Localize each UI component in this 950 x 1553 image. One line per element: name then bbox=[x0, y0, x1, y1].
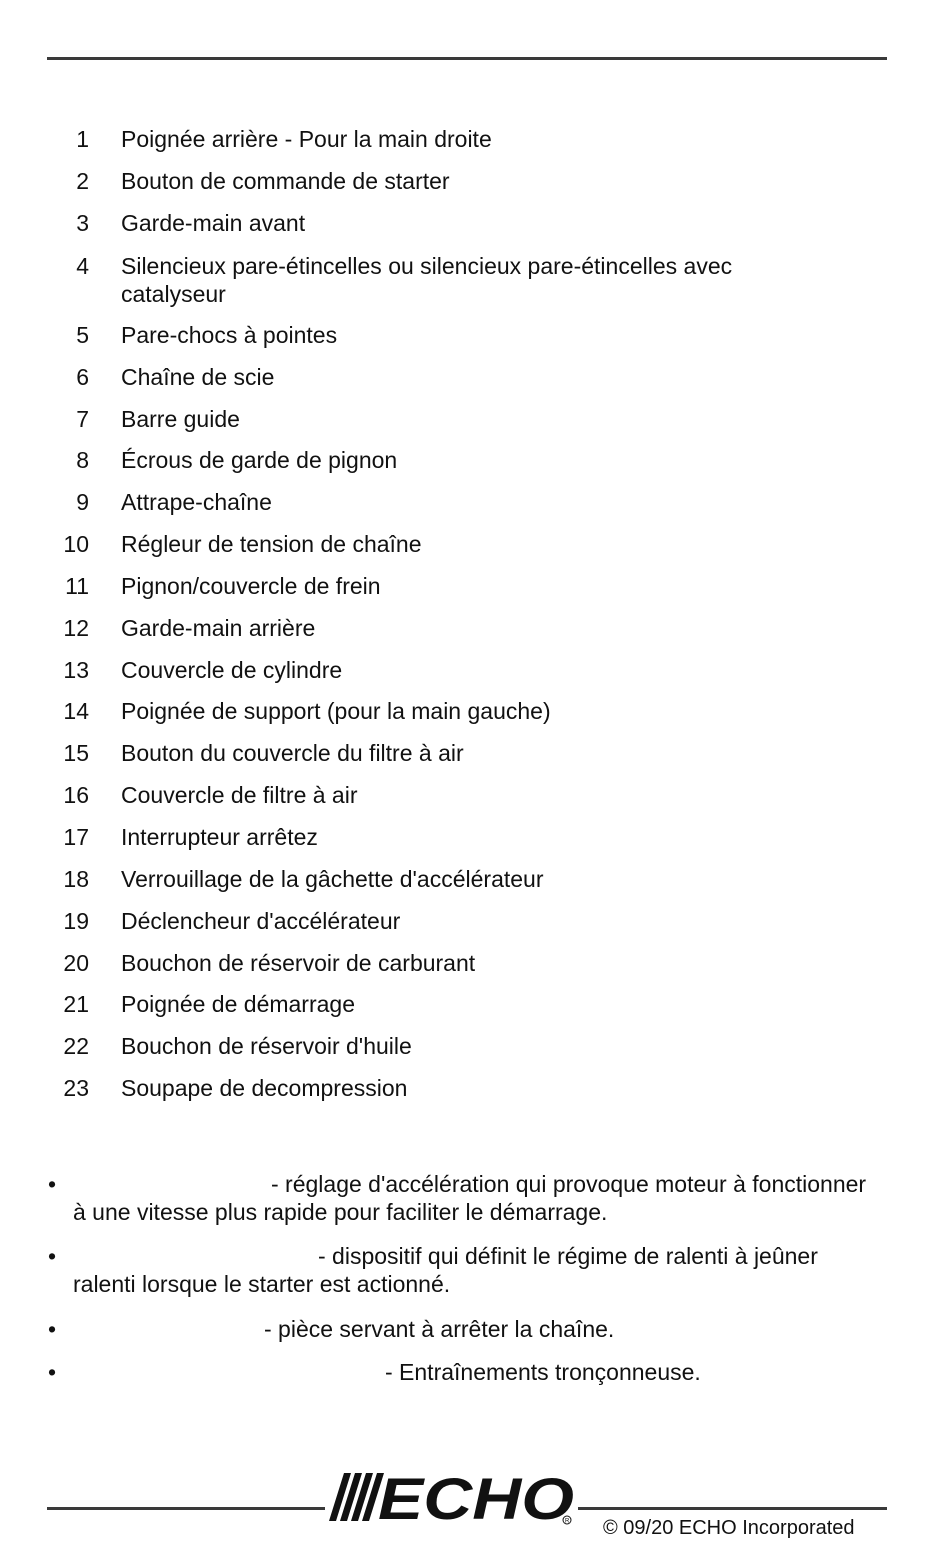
definition-text bbox=[73, 1170, 873, 1226]
bullet: • bbox=[48, 1359, 57, 1385]
definition-body: - réglage d'accélération qui provoque moteur à fonctionner à une vitesse plus rapide pour faciliter le démarrage. bbox=[73, 1171, 867, 1225]
part-number: 5 bbox=[76, 322, 89, 348]
part-number: 1 bbox=[76, 126, 89, 152]
part-label: Poignée arrière - Pour la main droite bbox=[121, 126, 492, 152]
part-number: 17 bbox=[63, 824, 89, 850]
part-label: Soupape de decompression bbox=[121, 1075, 408, 1101]
part-label: Barre guide bbox=[121, 406, 240, 432]
part-label: Attrape-chaîne bbox=[121, 489, 272, 515]
part-number: 4 bbox=[76, 253, 89, 279]
part-label: Chaîne de scie bbox=[121, 364, 275, 390]
part-label: Garde-main avant bbox=[121, 210, 306, 236]
part-number: 15 bbox=[63, 740, 89, 766]
part-number: 7 bbox=[76, 406, 89, 432]
part-label: Verrouillage de la gâchette d'accélérateur bbox=[121, 866, 544, 892]
bullet: • bbox=[48, 1171, 57, 1197]
part-label: Poignée de support (pour la main gauche) bbox=[121, 698, 551, 724]
part-label: Bouchon de réservoir de carburant bbox=[121, 950, 476, 976]
definition-body: - pièce servant à arrêter la chaîne. bbox=[264, 1316, 615, 1342]
part-number: 18 bbox=[63, 866, 89, 892]
part-label: Pare-chocs à pointes bbox=[121, 322, 338, 348]
part-number: 8 bbox=[76, 447, 89, 473]
definition-text bbox=[73, 1242, 873, 1298]
part-number: 20 bbox=[63, 950, 89, 976]
bullet: • bbox=[48, 1316, 57, 1342]
part-number: 22 bbox=[63, 1033, 89, 1059]
part-number: 2 bbox=[76, 168, 89, 194]
part-label: Bouton du couvercle du filtre à air bbox=[121, 740, 464, 766]
part-number: 3 bbox=[76, 210, 89, 236]
part-label: Bouchon de réservoir d'huile bbox=[121, 1033, 412, 1059]
part-number: 12 bbox=[63, 615, 89, 641]
part-label: Couvercle de cylindre bbox=[121, 657, 343, 683]
part-label: Bouton de commande de starter bbox=[121, 168, 450, 194]
part-number: 11 bbox=[65, 573, 89, 599]
part-number: 6 bbox=[76, 364, 89, 390]
registered-mark: R bbox=[565, 1518, 570, 1525]
definition-text bbox=[73, 1358, 873, 1386]
part-label: Couvercle de filtre à air bbox=[121, 782, 358, 808]
part-label: Interrupteur arrêtez bbox=[121, 824, 318, 850]
part-number: 19 bbox=[63, 908, 89, 934]
part-label: Poignée de démarrage bbox=[121, 991, 355, 1017]
part-label: Déclencheur d'accélérateur bbox=[121, 908, 401, 934]
part-label: Garde-main arrière bbox=[121, 615, 316, 641]
part-number: 14 bbox=[63, 698, 89, 724]
top-rule bbox=[47, 57, 887, 60]
definition-text bbox=[73, 1315, 873, 1343]
logo-text: ECHO bbox=[378, 1467, 574, 1527]
part-label: Écrous de garde de pignon bbox=[121, 447, 398, 473]
part-number: 16 bbox=[63, 782, 89, 808]
echo-logo bbox=[324, 1467, 580, 1527]
part-number: 10 bbox=[63, 531, 89, 557]
part-label: Silencieux pare-étincelles ou silencieux pare-étincelles avec catalyseur bbox=[121, 253, 733, 307]
bullet: • bbox=[48, 1243, 57, 1269]
part-number: 9 bbox=[76, 489, 89, 515]
part-number: 23 bbox=[63, 1075, 89, 1101]
part-number: 13 bbox=[63, 657, 89, 683]
footer-rule-left bbox=[47, 1507, 325, 1510]
definition-body: - Entraînements tronçonneuse. bbox=[385, 1359, 701, 1385]
part-label: Pignon/couvercle de frein bbox=[121, 573, 381, 599]
copyright-text: © 09/20 ECHO Incorporated bbox=[603, 1517, 855, 1539]
footer-rule-right bbox=[578, 1507, 887, 1510]
part-number: 21 bbox=[63, 991, 89, 1017]
definition-body: - dispositif qui définit le régime de ralenti à jeûner ralenti lorsque le starter est actionné. bbox=[73, 1243, 818, 1297]
part-label: Régleur de tension de chaîne bbox=[121, 531, 422, 557]
